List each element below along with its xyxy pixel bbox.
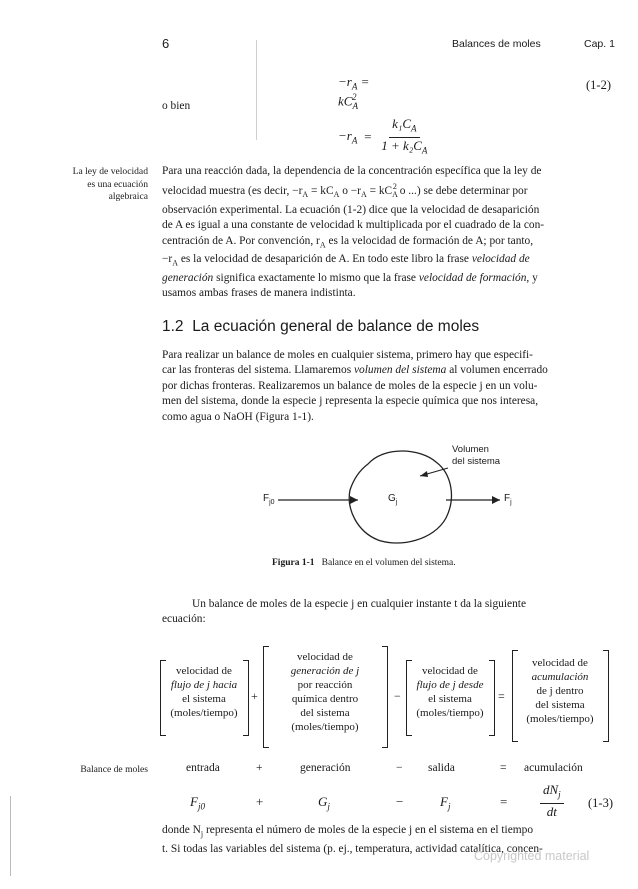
figure-caption: Figura 1-1 Balance en el volumen del sistema. (272, 558, 456, 568)
operator-minus: − (394, 689, 401, 703)
o-bien-text: o bien (162, 100, 191, 112)
margin-note-rate-law: La ley de velocidad es una ecuación algebraica (72, 166, 148, 202)
symbol-fj0: $F_{j0}$ (190, 794, 206, 812)
word-minus: − (396, 762, 403, 774)
symbol-fj: $F_j$ (440, 794, 451, 812)
copyright-watermark: Copyrighted material (474, 849, 590, 863)
equation-number-1-2: (1-2) (586, 78, 611, 92)
word-salida: salida (428, 762, 455, 774)
word-generacion: generación (300, 762, 351, 774)
equation-1-2: $-r_A = kC_A^2$ (338, 74, 370, 111)
symbol-gj: $G_j$ (318, 794, 330, 812)
paragraph-rate-law: Para una reacción dada, la dependencia de la concentración específica que la ley de velocidad muestra (es decir, $-r_A = kC_A$ $o -r_A = kC_A^2$ o ...) se debe determinar por observación experimental. La ecuación (1-2) dice que la velocidad de desaparición de A es igual a una constante de velocidad k multiplicada por el cuadrado de la con- centración de A. Por convención, $r_A$ es la velocidad de formación de A; por tanto, $-r_A$ es la velocidad de desaparición de A. En todo este libro la frase velocidad de generación significa exactamente lo mismo que la frase velocidad de formación, y usamos ambas frases de manera indistinta. (162, 165, 545, 300)
word-plus: + (256, 762, 263, 774)
equation-saturation: $-r_A$ = $\frac{k_1C_A}{1 + k_2C_A}$ (338, 116, 428, 156)
generation-label: $G_j$ (388, 493, 398, 506)
word-entrada: entrada (186, 762, 220, 774)
word-acumulacion: acumulación (524, 762, 583, 774)
term-accumulation: velocidad de acumulación de j dentro del sistema (moles/tiempo) (526, 657, 594, 725)
operator-equals: = (498, 689, 505, 703)
scan-line (256, 40, 257, 140)
operator-plus: + (251, 689, 258, 703)
page-number: 6 (162, 36, 170, 51)
paragraph-balance-statement: Un balance de moles de la especie j en cualquier instante t da la siguiente ecuación: (162, 598, 526, 626)
symbol-equals: = (500, 794, 508, 809)
symbol-plus: + (256, 794, 264, 809)
chapter-label: Cap. 1 (584, 38, 615, 50)
paragraph-mole-balance-intro: Para realizar un balance de moles en cualquier sistema, primero hay que especifi- car las fronteras del sistema. Llamaremos volumen del sistema al volumen encerrado por dichas fronteras. Realizaremos un balance de moles de la especie j en un volu- men del sistema, donde la especie j representa la especie química que nos interesa, como agua o NaOH (Figura 1-1). (162, 349, 548, 423)
scan-edge (10, 796, 11, 876)
term-outflow: velocidad de flujo de j desde el sistema (moles/tiempo) (416, 665, 484, 719)
running-title: Balances de moles (452, 38, 541, 50)
term-inflow: velocidad de flujo de j hacia el sistema (moles/tiempo) (170, 665, 238, 719)
equation-number-1-3: (1-3) (588, 796, 613, 810)
word-equals: = (500, 762, 507, 774)
outflow-label: $F_j$ (504, 493, 512, 506)
symbol-dnj-dt: $\frac{dN_j}{dt}$ (540, 782, 564, 819)
paragraph-moles-definition: donde $N_j$ representa el número de moles de la especie j en el sistema en el tiempo t. Si todas las variables del sistema (p. ej., temperatura, actividad catalítica, concen- (162, 824, 543, 855)
volume-label: Volumen del sistema (452, 444, 501, 467)
margin-note-balance: Balance de moles (80, 764, 148, 775)
system-boundary (349, 451, 451, 543)
term-generation: velocidad de generación de j por reacción química dentro del sistema (moles/tiempo) (290, 651, 360, 733)
symbol-minus: − (396, 794, 404, 809)
inflow-label: $F_{j0}$ (263, 493, 275, 506)
section-heading: 1.2 La ecuación general de balance de moles (162, 318, 480, 335)
